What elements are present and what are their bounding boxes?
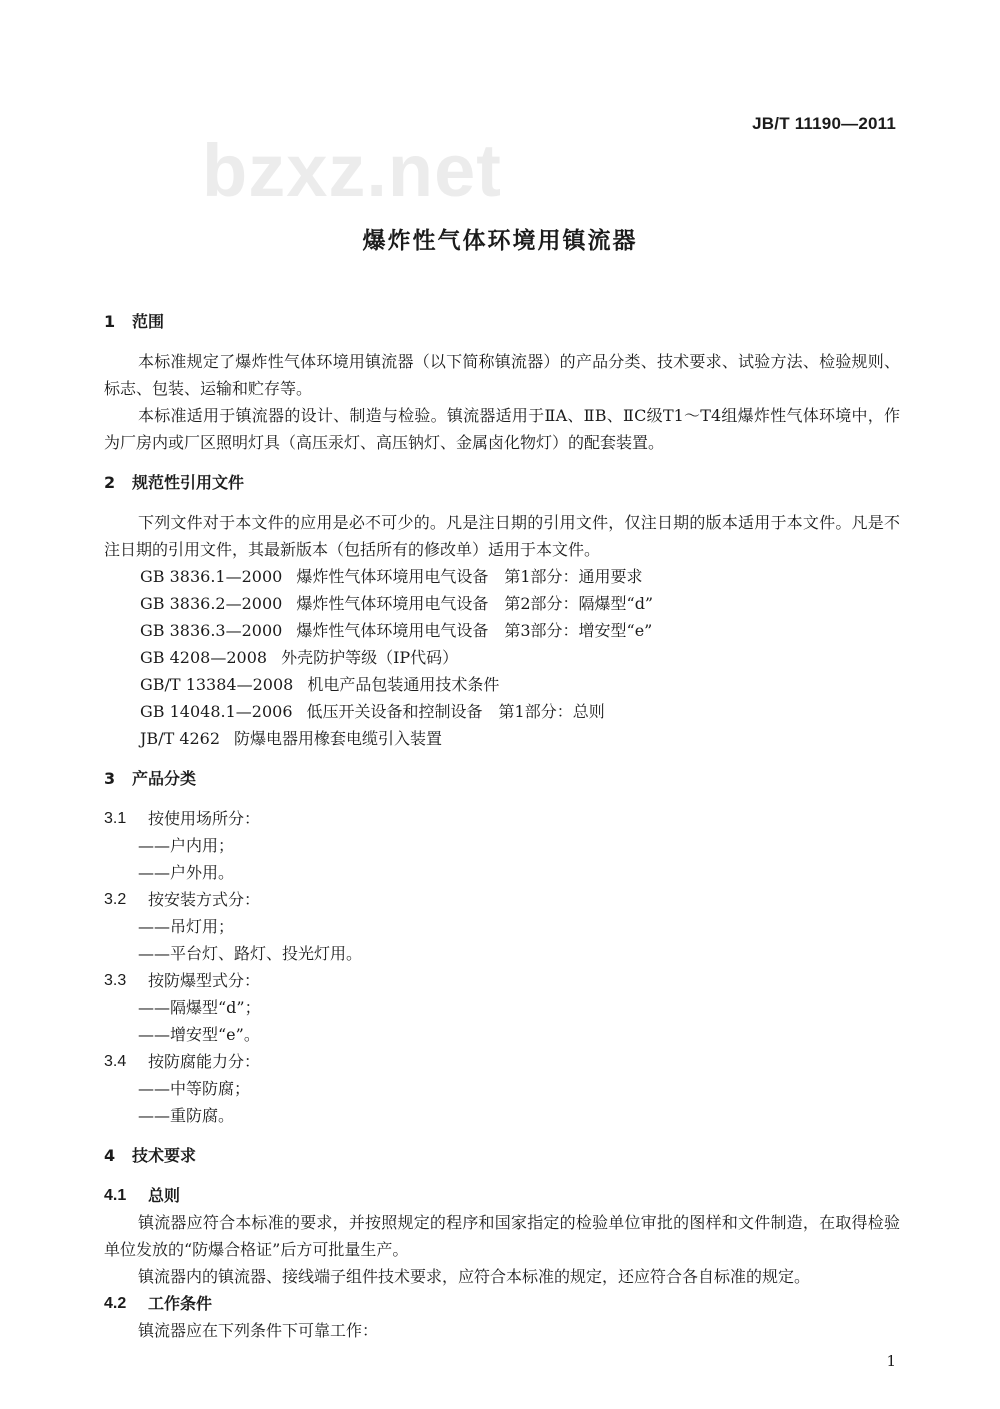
subsection-number: 3.2 — [104, 891, 127, 908]
section-number: 3 — [104, 769, 116, 788]
paragraph: 下列文件对于本文件的应用是必不可少的。凡是注日期的引用文件，仅注日期的版本适用于本文件。凡是不注日期的引用文件，其最新版本（包括所有的修改单）适用于本文件。 — [104, 513, 900, 559]
reference-code: GB 3836.1—2000 — [140, 567, 283, 586]
paragraph: 本标准适用于镇流器的设计、制造与检验。镇流器适用于ⅡA、ⅡB、ⅡC级T1～T4组爆炸性气体环境中，作为厂房内或厂区照明灯具（高压汞灯、高压钠灯、金属卤化物灯）的配套装置。 — [104, 406, 900, 452]
reference-title: 爆炸性气体环境用电气设备 第1部分：通用要求 — [296, 567, 643, 586]
section-title: 产品分类 — [132, 769, 197, 788]
document-title: 爆炸性气体环境用镇流器 — [362, 228, 638, 254]
list-item: ——增安型“e”。 — [138, 1025, 260, 1044]
reference-title: 机电产品包装通用技术条件 — [307, 675, 500, 694]
reference-code: GB 3836.2—2000 — [140, 594, 283, 613]
section-number: 4 — [104, 1146, 116, 1165]
reference-code: GB 14048.1—2006 — [140, 702, 293, 721]
paragraph: 镇流器应在下列条件下可靠工作： — [138, 1321, 379, 1340]
reference-code: GB/T 13384—2008 — [140, 675, 294, 694]
reference-item — [104, 671, 900, 698]
reference-item — [104, 644, 900, 671]
reference-title: 低压开关设备和控制设备 第1部分：总则 — [306, 702, 605, 721]
section-heading-2 — [104, 469, 900, 496]
reference-code: GB 4208—2008 — [140, 648, 268, 667]
subsection-number: 3.3 — [104, 972, 127, 989]
reference-title: 防爆电器用橡套电缆引入装置 — [234, 729, 443, 748]
section-heading-1 — [104, 308, 900, 335]
document-body — [104, 308, 900, 1344]
list-item: ——户内用； — [138, 836, 235, 855]
standard-code: JB/T 11190—2011 — [752, 114, 896, 133]
subsection-3-3 — [104, 967, 900, 994]
reference-title: 爆炸性气体环境用电气设备 第3部分：增安型“e” — [296, 621, 653, 640]
list-item: ——平台灯、路灯、投光灯用。 — [138, 944, 363, 963]
list-item: ——隔爆型“d”； — [138, 998, 261, 1017]
subsection-number: 4.2 — [104, 1295, 127, 1312]
subsection-label: 工作条件 — [148, 1294, 213, 1313]
reference-code: JB/T 4262 — [140, 729, 221, 748]
subsection-label: 总则 — [148, 1186, 181, 1205]
page-number: 1 — [886, 1352, 896, 1370]
subsection-number: 3.4 — [104, 1053, 127, 1070]
subsection-label: 按安装方式分： — [148, 890, 261, 909]
section-title: 技术要求 — [132, 1146, 197, 1165]
list-item: ——吊灯用； — [138, 917, 235, 936]
reference-item — [104, 563, 900, 590]
reference-title: 外壳防护等级（IP代码） — [281, 648, 459, 667]
section-heading-4 — [104, 1142, 900, 1169]
reference-title: 爆炸性气体环境用电气设备 第2部分：隔爆型“d” — [296, 594, 654, 613]
reference-item — [104, 698, 900, 725]
reference-item — [104, 590, 900, 617]
section-title: 范围 — [132, 312, 165, 331]
reference-code: GB 3836.3—2000 — [140, 621, 283, 640]
subsection-3-4 — [104, 1048, 900, 1075]
list-item: ——重防腐。 — [138, 1106, 235, 1125]
subsection-4-2 — [104, 1290, 900, 1317]
section-number: 2 — [104, 473, 116, 492]
section-heading-3 — [104, 765, 900, 792]
subsection-3-2 — [104, 886, 900, 913]
paragraph: 镇流器内的镇流器、接线端子组件技术要求，应符合本标准的规定，还应符合各自标准的规定。 — [138, 1267, 811, 1286]
subsection-number: 4.1 — [104, 1187, 127, 1204]
subsection-label: 按防腐能力分： — [148, 1052, 261, 1071]
reference-item — [104, 617, 900, 644]
subsection-number: 3.1 — [104, 810, 127, 827]
subsection-label: 按防爆型式分： — [148, 971, 261, 990]
reference-item — [104, 725, 900, 752]
section-title: 规范性引用文件 — [132, 473, 245, 492]
section-number: 1 — [104, 312, 116, 331]
subsection-label: 按使用场所分： — [148, 809, 261, 828]
paragraph: 镇流器应符合本标准的要求，并按照规定的程序和国家指定的检验单位审批的图样和文件制造，在取得检验单位发放的“防爆合格证”后方可批量生产。 — [104, 1213, 900, 1259]
list-item: ——户外用。 — [138, 863, 235, 882]
watermark: bzxz.net — [202, 129, 502, 212]
subsection-4-1 — [104, 1182, 900, 1209]
paragraph: 本标准规定了爆炸性气体环境用镇流器（以下简称镇流器）的产品分类、技术要求、试验方法、检验规则、标志、包装、运输和贮存等。 — [104, 352, 900, 398]
subsection-3-1 — [104, 805, 900, 832]
list-item: ——中等防腐； — [138, 1079, 251, 1098]
